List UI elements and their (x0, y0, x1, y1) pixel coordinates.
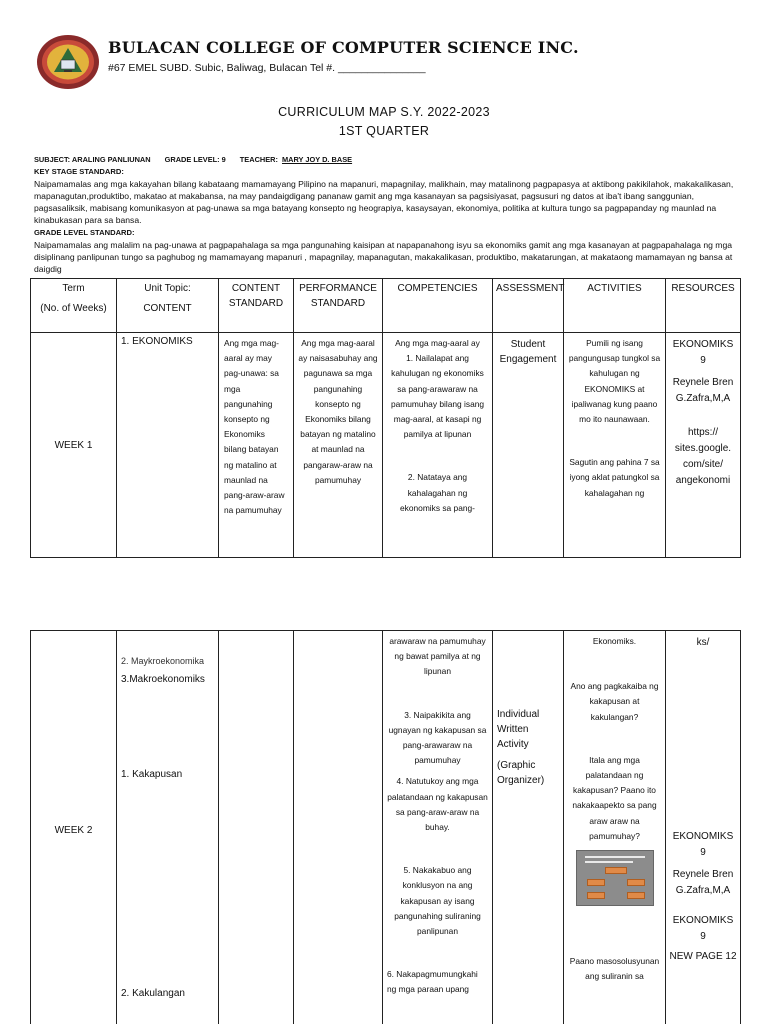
week2-resource-4: NEW PAGE 12 (669, 951, 737, 962)
week2-term: WEEK 2 (31, 631, 117, 1024)
week1-competencies (383, 333, 493, 558)
graphic-box (627, 892, 645, 899)
graphic-text-line (585, 861, 633, 863)
header-content-standard: CONTENT STANDARD (219, 279, 294, 333)
teacher-label: TEACHER: (239, 155, 278, 164)
key-stage-heading: KEY STAGE STANDARD: (34, 167, 124, 177)
week2-assessment-1: Individual Written Activity (497, 709, 540, 750)
grade-level-standard-text: Naipamamalas ang malalim na pag-unawa at pagpapahalaga sa mga pangunahing kaisipan at napapanahong isyu sa ekonomiks gamit ang mga kasanayan at pagpapahalaga ng mga disiplinang panlipunan tungo sa paghubog ng mamamayang mapanuri , mapagnilay, mapanagutan, makakalikasan, produktibo, makatarungan, at makataong mamamayan ng bansa at daigdig (34, 239, 733, 274)
week2-competency-6: 6. Nakapagmumungkahi ng mga paraan upang (387, 969, 478, 995)
graphic-text-line (585, 856, 645, 858)
header-assessment: ASSESSMENT (493, 279, 564, 333)
week1-competency-2: 2. Natataya ang kahalagahan ng ekonomiks sa pang- (400, 472, 475, 513)
week1-assessment: Student Engagement (493, 333, 564, 558)
week2-topic-b: 3.Makroekonomiks (121, 674, 205, 685)
week2-competency-5: 5. Nakakabuo ang konklusyon na ang kakapusan ay isang pangunahing suliraning panlipunan (394, 865, 481, 937)
week2-competency-cont: arawaraw na pamumuhay ng bawat pamilya at ng lipunan (389, 636, 486, 677)
header-resources: RESOURCES (666, 279, 741, 333)
header-unit-topic-label: Unit Topic: (144, 283, 191, 294)
week1-activity-2: Sagutin ang pahina 7 sa iyong aklat patungkol sa kahalagahan ng (569, 457, 660, 498)
week1-competency-intro: Ang mga mag-aaral ay (395, 338, 480, 348)
week1-resources (666, 333, 741, 558)
grade-level-standard-heading: GRADE LEVEL STANDARD: (34, 227, 135, 237)
header-competencies: COMPETENCIES (383, 279, 493, 333)
header-term-label: Term (62, 283, 85, 294)
week2-resource-3: EKONOMIKS 9 (672, 915, 734, 942)
school-logo-icon (36, 34, 100, 90)
graphic-organizer-image (576, 850, 654, 906)
week2-performance-standard (294, 631, 383, 1024)
week1-resource-3: https:// sites.google. com/site/ angekonomi (674, 427, 732, 486)
document-subtitle: 1ST QUARTER (338, 124, 430, 138)
header-unit-topic (117, 279, 219, 333)
week2-resource-cont: ks/ (696, 637, 710, 648)
subject-meta-line (34, 154, 739, 166)
school-name: BULACAN COLLEGE OF COMPUTER SCIENCE INC. (108, 38, 579, 57)
week2-competencies (383, 631, 493, 1024)
grade-level-label: GRADE LEVEL: 9 (164, 155, 226, 164)
week1-performance-standard: Ang mga mag-aaral ay naisasabuhay ang pagunawa sa mga pangunahing konsepto ng Ekonomiks bilang batayan ng matalino at maunlad na pangaraw-araw na pamumuhay (294, 333, 383, 558)
week2-competency-4: 4. Natutukoy ang mga palatandaan ng kakapusan sa pang-araw-araw na buhay. (387, 776, 488, 833)
week2-assessment (493, 631, 564, 1024)
week2-topic-c: 1. Kakapusan (121, 769, 183, 780)
curriculum-table-week2 (30, 630, 741, 1024)
week2-topic-d: 2. Kakulangan (121, 988, 185, 999)
header-performance-standard: PERFORMANCE STANDARD (294, 279, 383, 333)
header-term (31, 279, 117, 333)
header-content-label: CONTENT (143, 303, 192, 314)
graphic-box (587, 879, 605, 886)
week1-term: WEEK 1 (31, 333, 117, 558)
graphic-box (587, 892, 605, 899)
key-stage-text: Naipamamalas ang mga kakayahan bilang kabataang mamamayang Pilipino na mapanuri, mapagnilay, malikhain, may matalinong pagpapasya at aktibong pakikilahok, makakalikasan, mapanagutan,produktibo, makatao at makabansa, na may pandaigdigang pananaw gamit ang mga kasanayan sa pagsisiyasat, pagsusuri ng datos at iba't ibang sanggunian, pagsasaliksik, mabisang komunikasyon at pag-unawa sa mga batayang konsepto ng heograpiya, kasaysayan, ekonomiya, politika at kultura tungo sa pagpapanday ng maunlad na kinabukasan para sa bansa. (34, 179, 734, 226)
week1-competency-1: 1. Nailalapat ang kahulugan ng ekonomiks sa pang-arawaraw na pamumuhay bilang isang mag-aaral, at kasapi ng pamilya at lipunan (390, 353, 485, 440)
table-header-row (31, 279, 741, 333)
table-row-week1 (31, 333, 741, 558)
week1-resource-1: EKONOMIKS 9 (672, 339, 734, 366)
week2-topic-a: 2. Maykroekonomika (121, 656, 205, 666)
week2-activities (564, 631, 666, 1024)
header-weeks-label: (No. of Weeks) (40, 303, 107, 314)
document-title: CURRICULUM MAP S.Y. 2022-2023 (278, 105, 490, 119)
week2-activity-4: Itala ang mga palatandaan ng kakapusan? Paano ito nakakaapekto sa pang araw araw na pamumuhay? (572, 754, 657, 841)
graphic-box (627, 879, 645, 886)
school-address: #67 EMEL SUBD. Subic, Baliwag, Bulacan Tel #. _______________ (108, 62, 426, 74)
week1-activities (564, 333, 666, 558)
week1-topic: 1. EKONOMIKS (117, 333, 219, 558)
week2-assessment-2: (Graphic Organizer) (497, 760, 545, 786)
week2-resources (666, 631, 741, 1024)
week1-activity-1: Pumili ng isang pangungusap tungkol sa kahulugan ng EKONOMIKS at ipaliwanag kung paano mo ito naunawaan. (568, 338, 661, 425)
subject-label: SUBJECT: ARALING PANLIUNAN (34, 155, 151, 164)
week2-activity-5: Paano masosolusyunan ang suliranin sa (569, 956, 660, 982)
week2-topics (117, 631, 219, 1024)
week2-activity-cont: Ekonomiks. (592, 636, 637, 646)
week2-competency-3: 3. Naipakikita ang ugnayan ng kakapusan sa pang-arawaraw na pamumuhay (388, 709, 487, 766)
teacher-name: MARY JOY D. BASE (281, 155, 353, 164)
week1-content-standard: Ang mga mag-aaral ay may pag-unawa: sa mga pangunahing konsepto ng Ekonomiks bilang batayan ng matalino at maunlad na pang-araw-araw na pamumuhay (219, 333, 294, 558)
school-header (34, 34, 734, 92)
week2-content-standard (219, 631, 294, 1024)
table-row-week2 (31, 631, 741, 1024)
header-activities: ACTIVITIES (564, 279, 666, 333)
curriculum-table-week1 (30, 278, 741, 558)
week2-activity-3: Ano ang pagkakaiba ng kakapusan at kakulangan? (570, 681, 659, 722)
graphic-box (605, 867, 627, 874)
week1-resource-2: Reynele Bren G.Zafra,M,A (672, 377, 734, 404)
week2-resource-2: Reynele Bren G.Zafra,M,A (672, 869, 734, 896)
standards-section (34, 154, 739, 275)
week2-resource-1: EKONOMIKS 9 (672, 831, 734, 858)
